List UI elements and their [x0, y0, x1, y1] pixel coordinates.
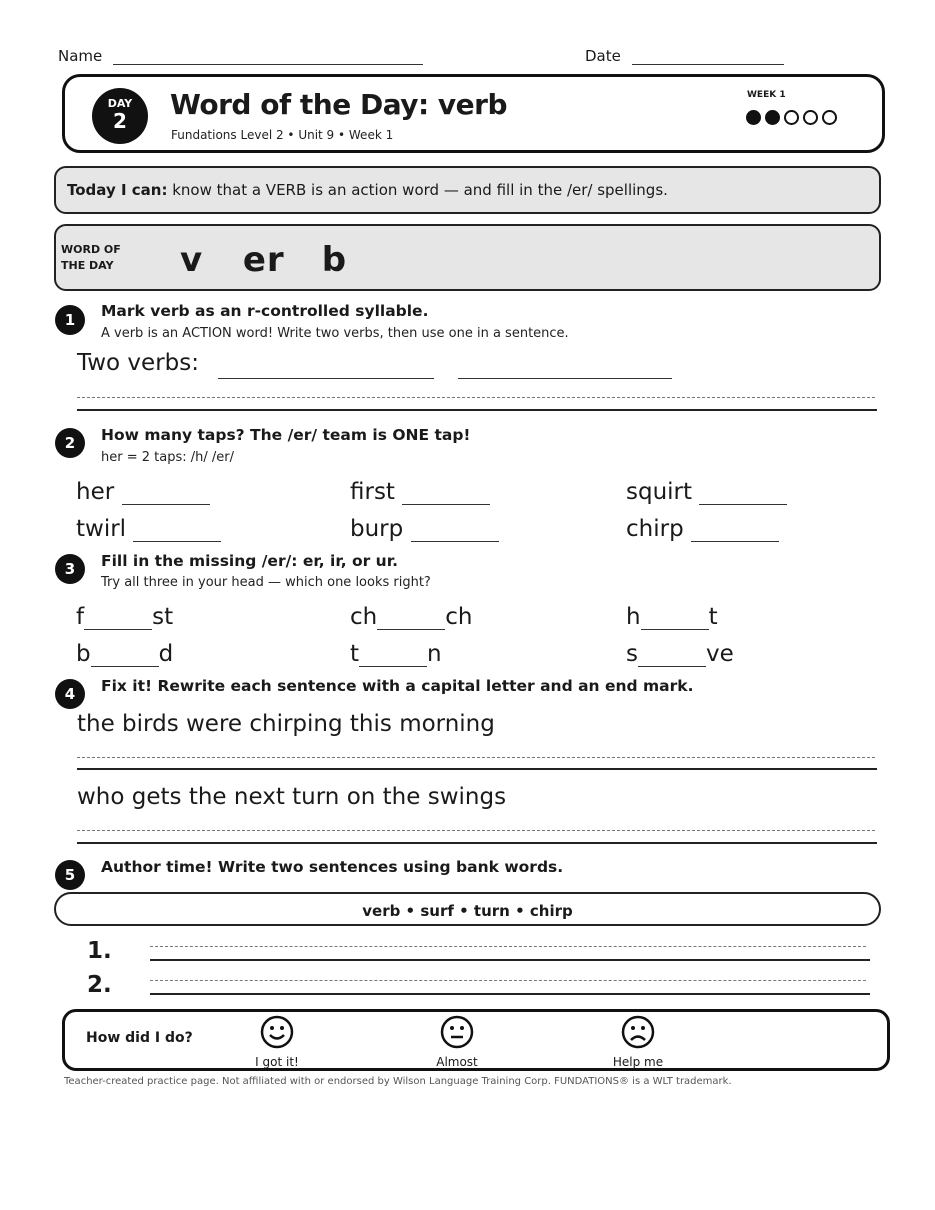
sentence-line[interactable] [150, 993, 870, 995]
rewrite-line[interactable] [77, 842, 877, 844]
fill-in-word [76, 604, 173, 630]
verb-answer-line[interactable] [458, 362, 672, 379]
page-subtitle: Fundations Level 2 • Unit 9 • Week 1 [171, 128, 394, 142]
sentence-to-fix: the birds were chirping this morning [77, 711, 495, 737]
date-field[interactable] [585, 47, 784, 65]
self-check-option[interactable] [598, 1015, 678, 1069]
fill-in-word [350, 641, 442, 667]
syllable-part: v [180, 240, 204, 280]
self-check-label: Help me [612, 1055, 664, 1069]
question-number: 5 [55, 860, 85, 890]
word-end: d [158, 641, 174, 667]
name-label: Name [58, 47, 103, 65]
word-start: t [350, 641, 360, 667]
writing-baseline [77, 409, 877, 411]
sentence-number: 1. [87, 938, 112, 964]
tap-word-item [76, 516, 221, 542]
word-of-day-label-line1: WORD OF [61, 243, 121, 256]
fill-in-word [350, 604, 472, 630]
name-line[interactable] [113, 48, 423, 65]
question-title: Fill in the missing /er/: er, ir, or ur. [101, 552, 399, 570]
date-label: Date [585, 47, 621, 65]
progress-dot-filled [746, 110, 761, 125]
question-title: How many taps? The /er/ team is ONE tap! [101, 426, 471, 444]
day-label: DAY [107, 97, 133, 110]
word-start: f [76, 604, 85, 630]
word-end: ch [445, 604, 473, 630]
word-of-day-label [61, 242, 121, 274]
tap-answer-line[interactable] [411, 525, 499, 542]
sentence-line[interactable] [150, 959, 870, 961]
tap-word: burp [350, 516, 404, 542]
progress-dot-empty [803, 110, 818, 125]
word-end: t [708, 604, 718, 630]
today-text [67, 181, 668, 199]
fill-in-word [76, 641, 173, 667]
word-start: s [626, 641, 638, 667]
fill-in-blank[interactable] [638, 650, 706, 667]
question-number: 1 [55, 305, 85, 335]
tap-word-item [350, 479, 490, 505]
page-title: Word of the Day: verb [170, 88, 508, 121]
week-label: WEEK 1 [747, 90, 786, 100]
tap-word-item [350, 516, 499, 542]
self-check-option[interactable] [237, 1015, 317, 1069]
self-check-prompt: How did I do? [86, 1030, 193, 1046]
fill-in-word [626, 604, 718, 630]
tap-word-item [626, 516, 779, 542]
tap-word-item [626, 479, 787, 505]
tap-answer-line[interactable] [122, 488, 210, 505]
self-check-label: Almost [436, 1055, 478, 1069]
verb-answer-line[interactable] [218, 362, 434, 379]
progress-dot-empty [822, 110, 837, 125]
tap-answer-line[interactable] [699, 488, 787, 505]
fill-in-blank[interactable] [359, 650, 427, 667]
tap-word: chirp [626, 516, 684, 542]
day-badge [92, 88, 148, 144]
fill-in-blank[interactable] [84, 613, 152, 630]
writing-guide-dashed [77, 397, 875, 398]
neutral-face-icon [440, 1015, 474, 1049]
question-title: Fix it! Rewrite each sentence with a capital letter and an end mark. [101, 677, 694, 695]
word-end: ve [705, 641, 734, 667]
tap-answer-line[interactable] [133, 525, 221, 542]
tap-word-item [76, 479, 210, 505]
word-end: st [152, 604, 174, 630]
tap-word: first [350, 479, 395, 505]
word-start: ch [350, 604, 378, 630]
syllable-part: b [321, 240, 348, 280]
word-bank-box [54, 892, 881, 926]
word-bank: verb • surf • turn • chirp [362, 902, 573, 920]
question-title: Author time! Write two sentences using bank words. [101, 858, 564, 876]
writing-guide-dashed [77, 757, 875, 758]
today-goal: know that a VERB is an action word — and fill in the /er/ spellings. [167, 181, 668, 199]
word-of-day-label-line2: THE DAY [61, 259, 114, 272]
syllable-part: er [242, 240, 285, 280]
frown-face-icon [621, 1015, 655, 1049]
self-check-option[interactable] [417, 1015, 497, 1069]
name-field[interactable] [58, 47, 423, 65]
smile-face-icon [260, 1015, 294, 1049]
date-line[interactable] [632, 48, 784, 65]
question-number: 4 [55, 679, 85, 709]
progress-dot-filled [765, 110, 780, 125]
tap-word: squirt [626, 479, 693, 505]
week-progress-dots [746, 110, 837, 125]
tap-answer-line[interactable] [691, 525, 779, 542]
fill-in-blank[interactable] [641, 613, 709, 630]
sentence-to-fix: who gets the next turn on the swings [77, 784, 507, 810]
fill-in-word [626, 641, 734, 667]
self-check-label: I got it! [255, 1055, 299, 1069]
question-subtitle: A verb is an ACTION word! Write two verbs, then use one in a sentence. [101, 326, 569, 341]
word-start: h [626, 604, 641, 630]
two-verbs-prompt: Two verbs: [77, 350, 199, 376]
question-number: 2 [55, 428, 85, 458]
tap-word: her [76, 479, 115, 505]
sentence-number: 2. [87, 972, 112, 998]
progress-dot-empty [784, 110, 799, 125]
fill-in-blank[interactable] [377, 613, 445, 630]
tap-answer-line[interactable] [402, 488, 490, 505]
question-title: Mark verb as an r-controlled syllable. [101, 302, 429, 320]
disclaimer-text: Teacher-created practice page. Not affiliated with or endorsed by Wilson Language Training Corp. FUNDATIONS® is a WLT trademark. [64, 1076, 732, 1087]
word-of-day-word [180, 240, 347, 280]
writing-guide-dashed [77, 830, 875, 831]
word-start: b [76, 641, 91, 667]
word-end: n [427, 641, 442, 667]
writing-guide-dashed [150, 980, 866, 981]
today-lead: Today I can: [67, 181, 168, 199]
word-of-day-box [54, 224, 881, 291]
day-number: 2 [113, 109, 127, 133]
question-subtitle: her = 2 taps: /h/ /er/ [101, 450, 234, 465]
question-number: 3 [55, 554, 85, 584]
rewrite-line[interactable] [77, 768, 877, 770]
tap-word: twirl [76, 516, 127, 542]
fill-in-blank[interactable] [91, 650, 159, 667]
question-subtitle: Try all three in your head — which one looks right? [101, 575, 431, 590]
writing-guide-dashed [150, 946, 866, 947]
